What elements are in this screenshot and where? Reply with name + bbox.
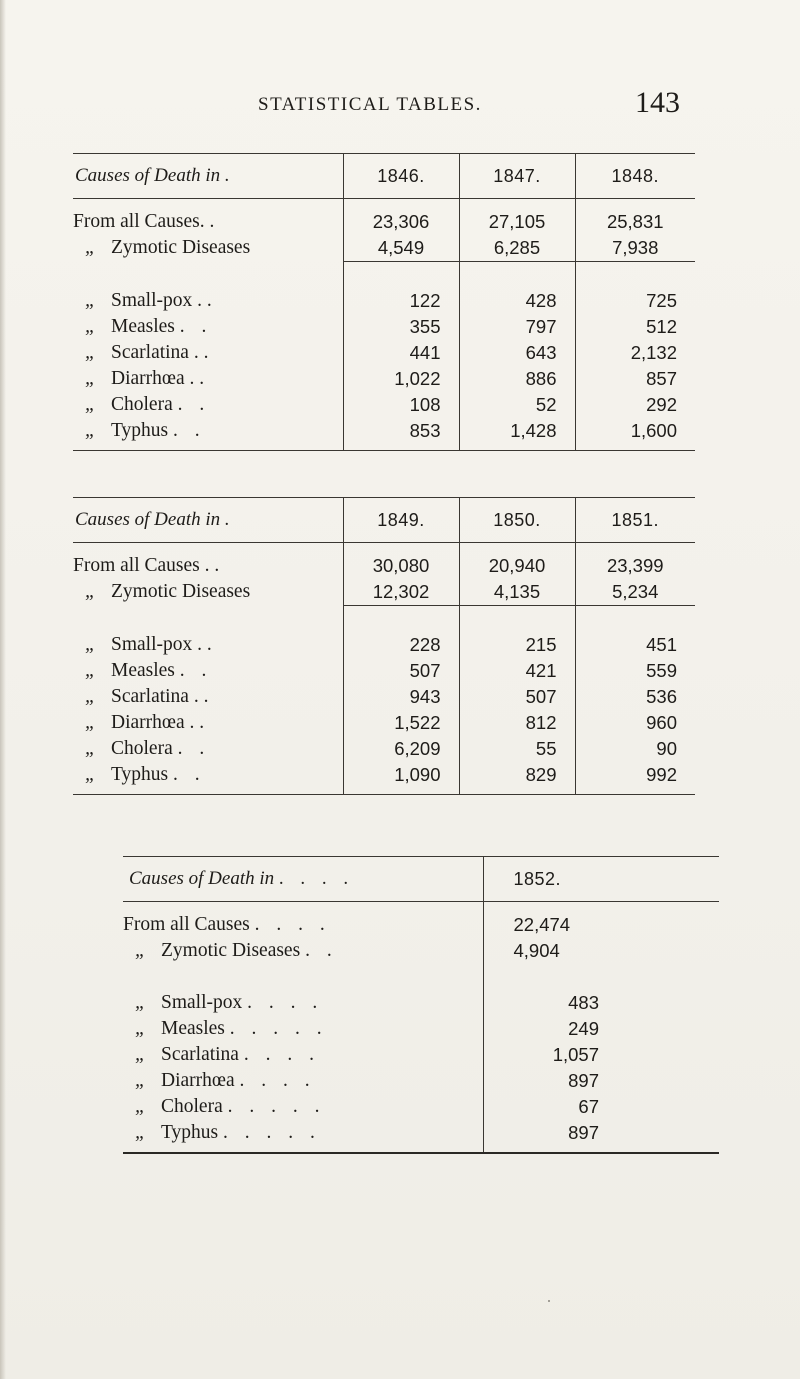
leader-dots: . .	[179, 316, 213, 337]
column-header-year: 1849.	[343, 498, 459, 543]
leader-dots: .	[203, 686, 215, 707]
cell-value: 943	[343, 684, 459, 710]
section-divider	[73, 262, 695, 289]
row-label	[73, 579, 343, 606]
table-row	[73, 235, 695, 262]
cause-name: From all Causes	[123, 914, 250, 935]
row-label	[73, 366, 343, 392]
cell-value: 507	[343, 658, 459, 684]
cell-value: 797	[459, 314, 575, 340]
cause-name: Cholera	[161, 1096, 223, 1117]
cell-value: 421	[459, 658, 575, 684]
leader-dots: .	[199, 368, 211, 389]
row-label	[73, 736, 343, 762]
row-label	[123, 1016, 483, 1042]
cell-value: 812	[459, 710, 575, 736]
cell-value: 853	[343, 418, 459, 451]
leader-dots: . .	[173, 764, 206, 785]
leader-dots: . . . .	[247, 992, 324, 1013]
cell-value: 52	[459, 392, 575, 418]
ditto-mark: „	[85, 764, 96, 785]
ditto-mark: „	[85, 660, 96, 681]
table-row	[73, 418, 695, 451]
cell-value: 30,080	[343, 543, 459, 580]
mortality-table-1846-1848	[73, 153, 695, 451]
cause-name: Scarlatina .	[111, 342, 199, 363]
column-header-causes	[123, 857, 483, 902]
cell-value: 1,428	[459, 418, 575, 451]
cell-value: 992	[575, 762, 695, 795]
cell-value: 441	[343, 340, 459, 366]
cause-name: Zymotic Diseases	[111, 237, 251, 259]
cell-value: 507	[459, 684, 575, 710]
row-label	[123, 1094, 483, 1120]
cause-name: From all Causes .	[73, 555, 210, 576]
cell-value: 2,132	[575, 340, 695, 366]
cell-value: 23,306	[343, 199, 459, 236]
cell-value: 5,234	[575, 579, 695, 606]
cause-name: Measles	[161, 1018, 225, 1039]
cause-name: Small-pox	[161, 992, 243, 1013]
running-title: STATISTICAL TABLES.	[258, 94, 482, 115]
ditto-mark: „	[135, 1018, 146, 1039]
table-row	[73, 543, 695, 580]
cause-name: Small-pox .	[111, 634, 202, 655]
cell-value: 886	[459, 366, 575, 392]
table-row	[123, 1042, 719, 1068]
column-header-causes: Causes of Death in .	[73, 154, 343, 199]
cause-name: From all Causes.	[73, 211, 205, 232]
cause-name: Typhus	[111, 420, 169, 441]
cell-value: 27,105	[459, 199, 575, 236]
table-row	[73, 579, 695, 606]
cause-name: Scarlatina	[161, 1044, 239, 1065]
leader-dots: . .	[177, 394, 211, 415]
ditto-mark: „	[85, 634, 96, 655]
column-header-year: 1846.	[343, 154, 459, 199]
leader-dots: .	[214, 555, 226, 576]
cause-name: Small-pox .	[111, 290, 202, 311]
ditto-mark: „	[85, 342, 96, 363]
cell-value: 7,938	[575, 235, 695, 262]
ditto-mark: „	[85, 738, 96, 759]
table-row	[73, 762, 695, 795]
cell-value: 512	[575, 314, 695, 340]
leader-dots: .	[206, 634, 218, 655]
cell-value: 4,549	[343, 235, 459, 262]
table-row	[123, 902, 719, 939]
table-row	[73, 314, 695, 340]
cell-value: 897	[483, 1068, 719, 1094]
row-label	[123, 1068, 483, 1094]
row-label	[73, 543, 343, 580]
cell-value: 1,600	[575, 418, 695, 451]
cell-value: 355	[343, 314, 459, 340]
leader-dots: .	[199, 712, 211, 733]
cell-value: 483	[483, 990, 719, 1016]
cause-name: Diarrhœa .	[111, 712, 195, 733]
leader-dots: .	[209, 211, 221, 232]
row-label	[123, 938, 483, 964]
cell-value: 1,090	[343, 762, 459, 795]
cause-name: Diarrhœa	[161, 1070, 235, 1091]
leader-dots: . . . .	[278, 868, 355, 889]
row-label	[73, 658, 343, 684]
table-row	[73, 736, 695, 762]
table-header-row	[73, 498, 695, 543]
ditto-mark: „	[85, 237, 96, 259]
table-row	[73, 366, 695, 392]
cell-value: 20,940	[459, 543, 575, 580]
cause-name: Measles	[111, 660, 175, 681]
cell-value: 25,831	[575, 199, 695, 236]
cell-value: 122	[343, 288, 459, 314]
leader-dots: . . . .	[239, 1070, 316, 1091]
ditto-mark: „	[135, 1044, 146, 1065]
cell-value: 4,135	[459, 579, 575, 606]
cell-value: 857	[575, 366, 695, 392]
table-row	[123, 1068, 719, 1094]
row-label	[73, 632, 343, 658]
cell-value: 292	[575, 392, 695, 418]
table-row	[73, 632, 695, 658]
leader-dots: . . . . .	[223, 1122, 321, 1143]
row-label	[123, 990, 483, 1016]
cell-value: 6,285	[459, 235, 575, 262]
table-row	[123, 1016, 719, 1042]
row-label	[73, 710, 343, 736]
cell-value: 1,057	[483, 1042, 719, 1068]
cell-value: 1,022	[343, 366, 459, 392]
table-row	[123, 990, 719, 1016]
table-row	[73, 199, 695, 236]
cause-name: Cholera	[111, 738, 173, 759]
table-row	[73, 392, 695, 418]
ditto-mark: „	[85, 712, 96, 733]
cell-value: 249	[483, 1016, 719, 1042]
row-label	[123, 902, 483, 939]
cell-value: 12,302	[343, 579, 459, 606]
row-label	[73, 314, 343, 340]
table-header-row	[123, 857, 719, 902]
leader-dots: . . . .	[243, 1044, 320, 1065]
cell-value: 108	[343, 392, 459, 418]
row-label	[123, 1120, 483, 1153]
ditto-mark: „	[85, 368, 96, 389]
ditto-mark: „	[85, 394, 96, 415]
leader-dots: .	[203, 342, 215, 363]
column-header-year: 1851.	[575, 498, 695, 543]
ditto-mark: „	[85, 686, 96, 707]
table-header-row	[73, 154, 695, 199]
cell-value: 829	[459, 762, 575, 795]
cause-name: Diarrhœa .	[111, 368, 195, 389]
cell-value: 559	[575, 658, 695, 684]
row-label	[73, 340, 343, 366]
table-row	[123, 938, 719, 964]
ditto-mark: „	[135, 1070, 146, 1091]
leader-dots: . . . . .	[227, 1096, 326, 1117]
cell-value: 1,522	[343, 710, 459, 736]
leader-dots: . . . .	[254, 914, 331, 935]
column-header-year: 1848.	[575, 154, 695, 199]
cause-name: Typhus	[111, 764, 169, 785]
column-header-causes: Causes of Death in .	[73, 498, 343, 543]
cell-value: 4,904	[483, 938, 719, 964]
cell-value: 90	[575, 736, 695, 762]
table-row	[73, 288, 695, 314]
cause-name: Measles	[111, 316, 175, 337]
ditto-mark: „	[85, 420, 96, 441]
leader-dots: . . . . .	[229, 1018, 328, 1039]
leader-dots: . .	[173, 420, 206, 441]
cell-value: 960	[575, 710, 695, 736]
table-row	[73, 684, 695, 710]
row-label	[73, 762, 343, 795]
row-label	[73, 235, 343, 262]
table-row	[123, 1094, 719, 1120]
leader-dots: . .	[179, 660, 213, 681]
leader-dots: .	[206, 290, 218, 311]
column-header-year: 1850.	[459, 498, 575, 543]
leader-dots: . .	[177, 738, 211, 759]
cell-value: 55	[459, 736, 575, 762]
row-label	[73, 684, 343, 710]
cause-name: Typhus	[161, 1122, 219, 1143]
cell-value: 451	[575, 632, 695, 658]
row-label	[73, 418, 343, 451]
row-label	[73, 392, 343, 418]
cell-value: 725	[575, 288, 695, 314]
cell-value: 536	[575, 684, 695, 710]
table-row	[73, 658, 695, 684]
column-header-year: 1847.	[459, 154, 575, 199]
section-divider	[73, 606, 695, 633]
running-header	[0, 86, 800, 126]
mortality-table-1849-1851	[73, 497, 695, 795]
ditto-mark: „	[135, 1122, 146, 1143]
ditto-mark: „	[135, 940, 146, 961]
cause-name: Zymotic Diseases	[161, 940, 301, 961]
ditto-mark: „	[85, 290, 96, 311]
row-label	[123, 1042, 483, 1068]
cell-value: 23,399	[575, 543, 695, 580]
page-number: 143	[635, 86, 680, 119]
cell-value: 215	[459, 632, 575, 658]
paper-speck	[548, 1300, 550, 1302]
cell-value: 897	[483, 1120, 719, 1153]
cell-value: 67	[483, 1094, 719, 1120]
cell-value: 428	[459, 288, 575, 314]
table-row	[73, 710, 695, 736]
column-header-year: 1852.	[483, 857, 719, 902]
header-label-text: Causes of Death in	[129, 868, 275, 889]
mortality-table-1852	[123, 856, 719, 1154]
cell-value: 6,209	[343, 736, 459, 762]
row-label	[73, 199, 343, 236]
ditto-mark: „	[85, 581, 96, 603]
cause-name: Scarlatina .	[111, 686, 199, 707]
leader-dots: . .	[305, 940, 338, 961]
table-row	[73, 340, 695, 366]
cell-value: 228	[343, 632, 459, 658]
row-label	[73, 288, 343, 314]
section-divider	[123, 964, 719, 990]
ditto-mark: „	[85, 316, 96, 337]
cause-name: Zymotic Diseases	[111, 581, 251, 603]
cause-name: Cholera	[111, 394, 173, 415]
table-row	[123, 1120, 719, 1153]
cell-value: 22,474	[483, 902, 719, 939]
ditto-mark: „	[135, 1096, 146, 1117]
page-gutter-shadow	[0, 0, 6, 1379]
ditto-mark: „	[135, 992, 146, 1013]
cell-value: 643	[459, 340, 575, 366]
